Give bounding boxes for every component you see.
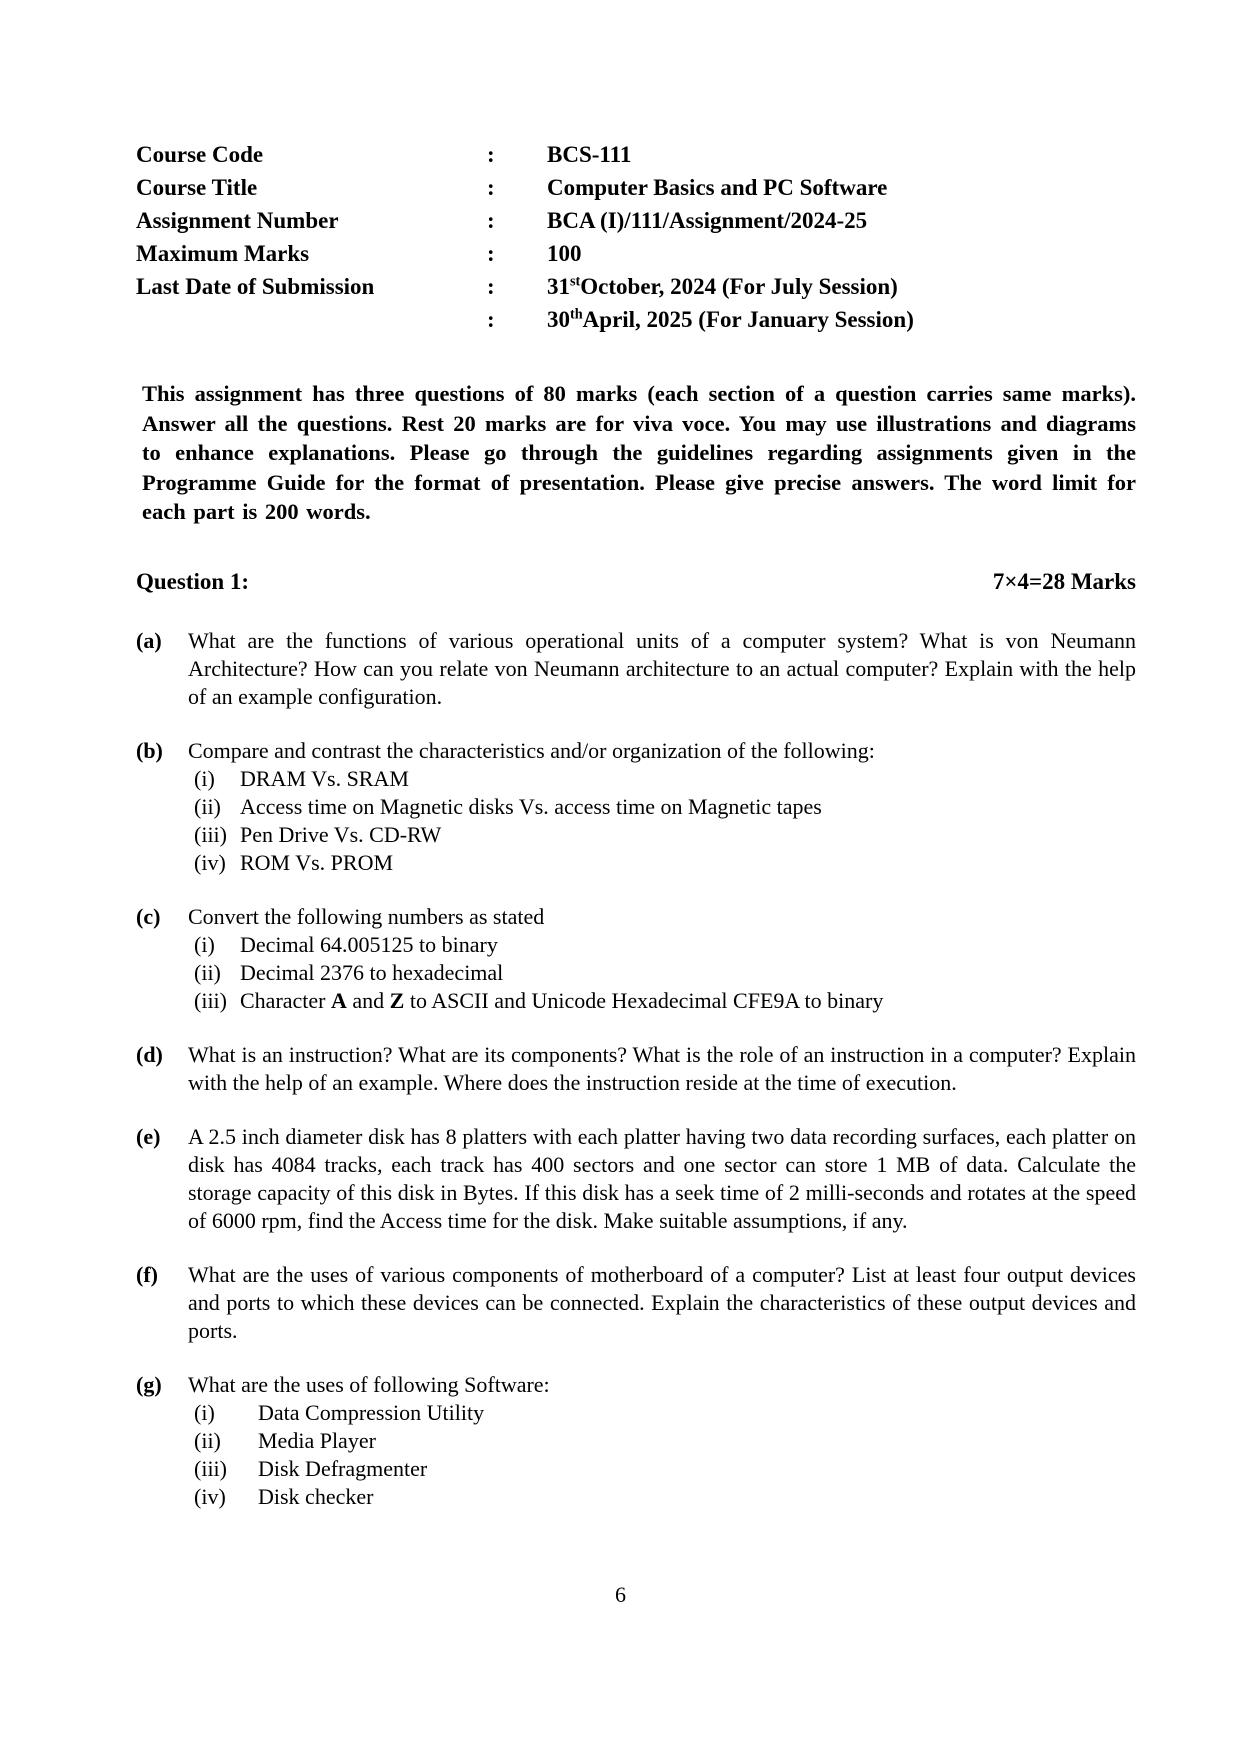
maximum-marks-label: Maximum Marks xyxy=(136,241,310,266)
separator-colon: : xyxy=(487,175,495,200)
question-marks: 7×4=28 Marks xyxy=(992,568,1136,594)
question-heading-row xyxy=(136,568,1136,596)
part-c-text: Convert the following numbers as stated xyxy=(188,903,545,929)
separator-colon: : xyxy=(487,142,495,167)
item-text: Data Compression Utility xyxy=(258,1399,485,1425)
item-text: Access time on Magnetic disks Vs. access time on Magnetic tapes xyxy=(240,793,822,819)
text-segment: Character xyxy=(240,987,331,1013)
item-text: Disk checker xyxy=(258,1483,374,1509)
item-marker: (ii) xyxy=(194,1427,221,1453)
part-d xyxy=(136,1041,1136,1097)
course-title-label: Course Title xyxy=(136,175,258,200)
course-title-value: Computer Basics and PC Software xyxy=(547,175,888,200)
part-a xyxy=(136,627,1136,711)
part-f xyxy=(136,1261,1136,1345)
assignment-instructions-paragraph: This assignment has three questions of 80 marks (each section of a question carries same marks). Answer all the questions. Rest 20 marks are for viva voce. You may use illustrations and diagrams to enhance explanations. Please go through the guidelines regarding assignments given in the Programme Guide for the format of presentation. Please give precise answers. The word limit for each part is 200 words. xyxy=(142,381,1136,524)
question-title: Question 1: xyxy=(136,568,250,594)
last-date-january-row xyxy=(136,303,1136,336)
bold-character-a: A xyxy=(331,987,347,1013)
last-date-january-value xyxy=(547,303,1136,336)
part-g xyxy=(136,1371,1136,1511)
last-date-july-row xyxy=(136,270,1136,303)
part-c-item-1 xyxy=(194,931,1136,959)
item-text: Pen Drive Vs. CD-RW xyxy=(240,821,442,847)
empty-label xyxy=(136,303,487,336)
part-d-label: (d) xyxy=(136,1041,163,1067)
text-segment: and xyxy=(346,987,390,1013)
part-f-text: What are the uses of various components of motherboard of a computer? List at least four output devices and ports to which these devices can be connected. Explain the characteristics of these output devices and ports. xyxy=(188,1261,1136,1343)
date-ordinal: th xyxy=(570,306,583,323)
bold-character-z: Z xyxy=(389,987,405,1013)
part-g-item-1 xyxy=(194,1399,1136,1427)
separator-colon: : xyxy=(487,274,495,299)
maximum-marks-value: 100 xyxy=(547,241,582,266)
item-marker: (iii) xyxy=(194,821,227,847)
course-code-value: BCS-111 xyxy=(547,142,632,167)
part-g-item-2 xyxy=(194,1427,1136,1455)
item-marker: (iv) xyxy=(194,849,226,875)
date-rest: April, 2025 (For January Session) xyxy=(582,307,914,332)
item-marker: (i) xyxy=(194,765,215,791)
part-b-text: Compare and contrast the characteristics and/or organization of the following: xyxy=(188,737,875,763)
part-b-item-3 xyxy=(194,821,1136,849)
item-marker: (i) xyxy=(194,931,215,957)
text-segment: to ASCII and Unicode Hexadecimal CFE9A to binary xyxy=(404,987,884,1013)
item-text: Media Player xyxy=(258,1427,376,1453)
part-g-body xyxy=(188,1371,1136,1511)
item-text: Decimal 2376 to hexadecimal xyxy=(240,959,504,985)
item-marker: (i) xyxy=(194,1399,215,1425)
part-c-item-2 xyxy=(194,959,1136,987)
maximum-marks-row xyxy=(136,237,1136,270)
item-marker: (iv) xyxy=(194,1483,226,1509)
date-number: 30 xyxy=(547,307,570,332)
part-e-text: A 2.5 inch diameter disk has 8 platters with each platter having two data recording surfaces, each platter on disk has 4084 tracks, each track has 400 sectors and one sector can store 1 MB of data. Calculate the storage capacity of this disk in Bytes. If this disk has a seek time of 2 milli-seconds and rotates at the speed of 6000 rpm, find the Access time for the disk. Make suitable assumptions, if any. xyxy=(188,1123,1136,1233)
item-marker: (ii) xyxy=(194,793,221,819)
part-b-body xyxy=(188,737,1136,877)
part-g-text: What are the uses of following Software: xyxy=(188,1371,550,1397)
item-text: DRAM Vs. SRAM xyxy=(240,765,409,791)
assignment-number-value: BCA (I)/111/Assignment/2024-25 xyxy=(547,208,868,233)
item-text: Disk Defragmenter xyxy=(258,1455,428,1481)
date-rest: October, 2024 (For July Session) xyxy=(580,274,898,299)
assignment-number-label: Assignment Number xyxy=(136,208,339,233)
course-code-label: Course Code xyxy=(136,142,264,167)
part-f-label: (f) xyxy=(136,1261,158,1287)
part-d-text: What is an instruction? What are its components? What is the role of an instruction in a computer? Explain with the help of an example. Where does the instruction reside at the time of execution. xyxy=(188,1041,1136,1095)
part-g-item-3 xyxy=(194,1455,1136,1483)
part-e xyxy=(136,1123,1136,1235)
page-number: 6 xyxy=(615,1582,626,1607)
part-b-item-4 xyxy=(194,849,1136,877)
part-b xyxy=(136,737,1136,877)
separator-colon: : xyxy=(487,307,495,332)
date-ordinal: st xyxy=(570,273,581,290)
item-marker: (ii) xyxy=(194,959,221,985)
separator-colon: : xyxy=(487,208,495,233)
part-a-label: (a) xyxy=(136,627,162,653)
last-date-label: Last Date of Submission xyxy=(136,274,375,299)
date-number: 31 xyxy=(547,274,570,299)
course-info-block xyxy=(136,138,1136,336)
part-c-item-3 xyxy=(194,987,1136,1015)
part-c xyxy=(136,903,1136,1015)
part-g-item-4 xyxy=(194,1483,1136,1511)
page-content xyxy=(136,138,1136,1537)
assignment-number-row xyxy=(136,204,1136,237)
last-date-july-value xyxy=(547,270,1136,303)
part-b-label: (b) xyxy=(136,737,163,763)
part-e-label: (e) xyxy=(136,1123,161,1149)
item-marker: (iii) xyxy=(194,987,227,1013)
question-parts xyxy=(136,627,1136,1511)
part-g-label: (g) xyxy=(136,1371,162,1397)
course-code-row xyxy=(136,138,1136,171)
item-text: Decimal 64.005125 to binary xyxy=(240,931,498,957)
separator-colon: : xyxy=(487,241,495,266)
part-c-label: (c) xyxy=(136,903,161,929)
course-title-row xyxy=(136,171,1136,204)
part-c-body xyxy=(188,903,1136,1015)
item-text-rich xyxy=(240,987,883,1015)
part-b-item-2 xyxy=(194,793,1136,821)
item-marker: (iii) xyxy=(194,1455,227,1481)
part-b-item-1 xyxy=(194,765,1136,793)
item-text: ROM Vs. PROM xyxy=(240,849,394,875)
part-a-text: What are the functions of various operational units of a computer system? What is von Neumann Architecture? How can you relate von Neumann architecture to an actual computer? Explain with the help of an example configuration. xyxy=(188,627,1136,709)
